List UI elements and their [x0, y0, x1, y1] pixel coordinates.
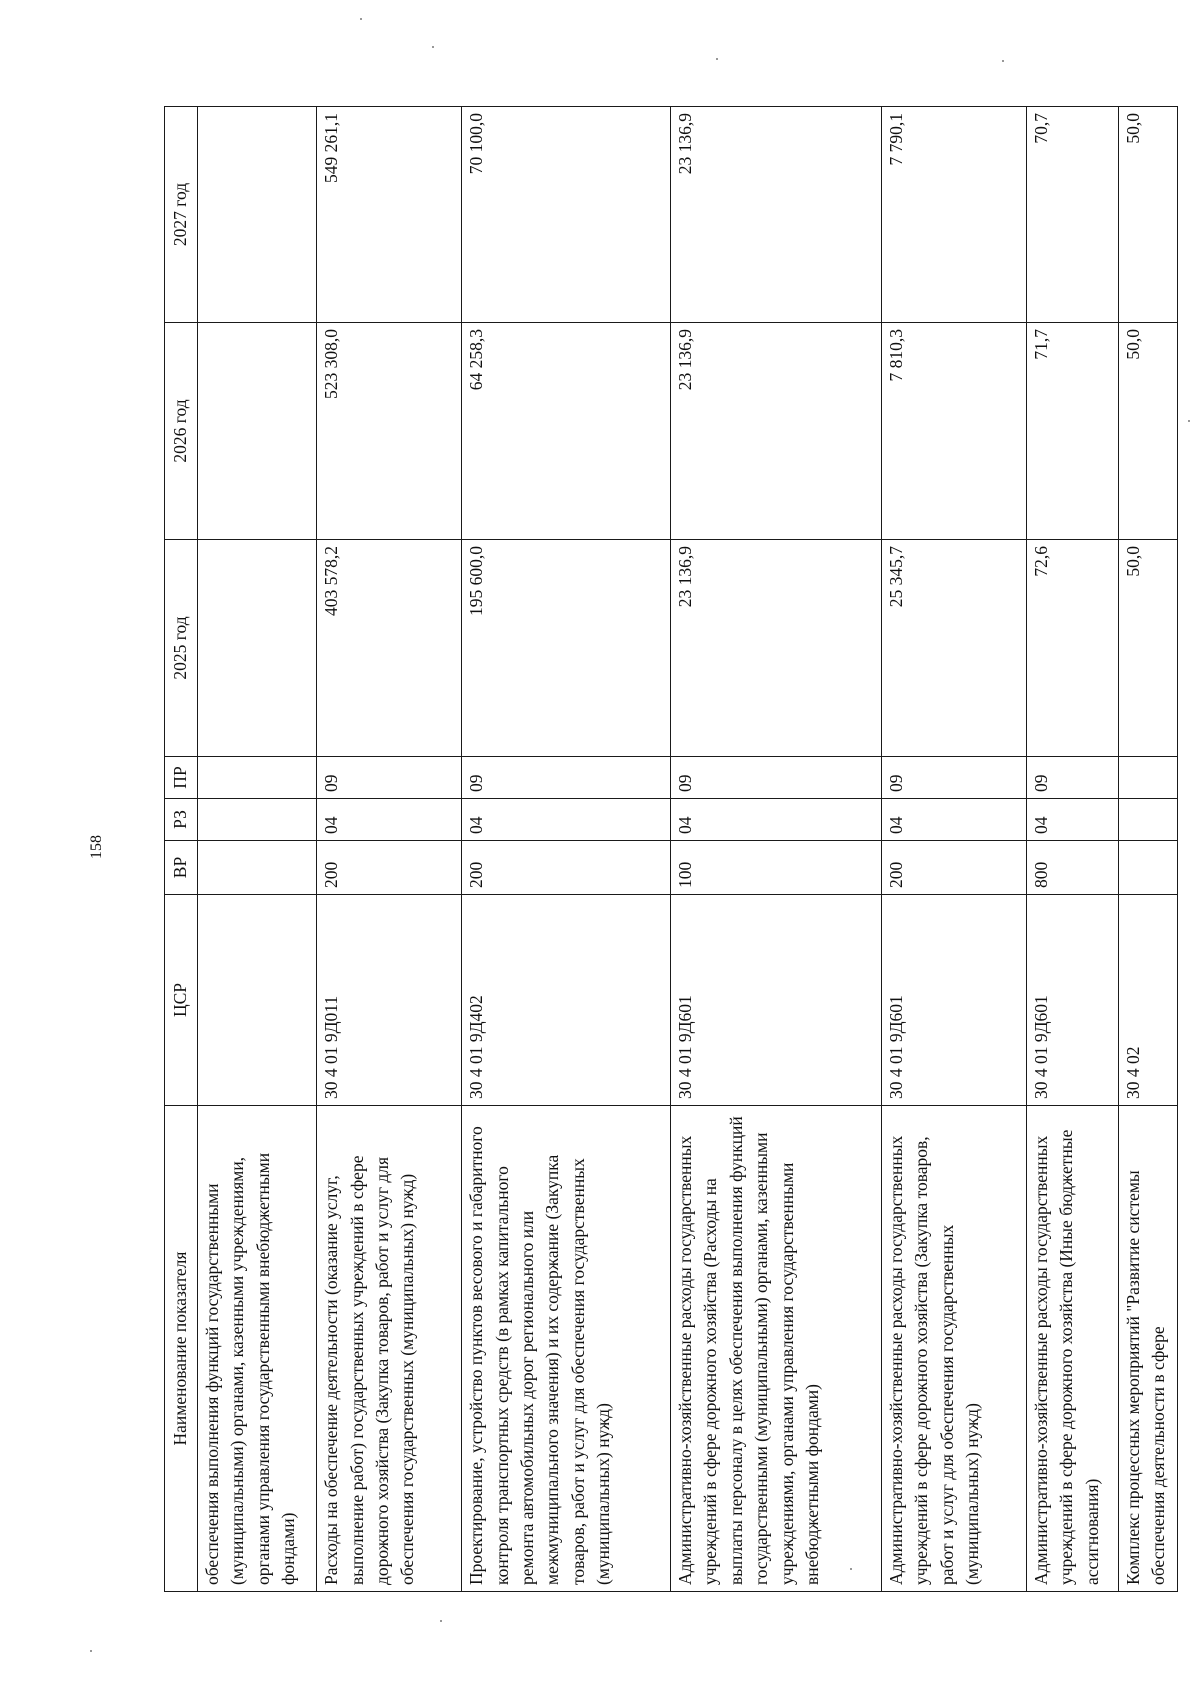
row-name: обеспечения выполнения функций государственными (муниципальными) органами, казенными учреждениями, органами управления государственными внебюджетными фондами) [198, 1106, 317, 1592]
row-name: Административно-хозяйственные расходы государственных учреждений в сфере дорожного хозяйства (Закупка товаров, работ и услуг для обеспечения государственных (муниципальных) нужд) [882, 1106, 1027, 1592]
header-2025: 2025 год [165, 540, 198, 757]
row-name: Административно-хозяйственные расходы государственных учреждений в сфере дорожного хозяйства (Иные бюджетные ассигнования) [1026, 1106, 1118, 1592]
page-number: 158 [88, 835, 105, 859]
table-row [462, 107, 671, 1592]
row-name: Расходы на обеспечение деятельности (оказание услуг, выполнение работ) государственных учреждений в сфере дорожного хозяйства (Закупка товаров, работ и услуг для обеспечения государственных (муниципальных) нужд) [317, 1106, 462, 1592]
scan-speck [90, 1650, 92, 1652]
row-vr [1118, 841, 1177, 895]
header-2027: 2027 год [165, 107, 198, 323]
scan-speck [1188, 420, 1190, 422]
row-2027: 50,0 [1118, 107, 1177, 323]
row-csr: 30 4 01 9Д402 [462, 895, 671, 1106]
row-2026: 7 810,3 [882, 323, 1027, 540]
row-name: Административно-хозяйственные расходы государственных учреждений в сфере дорожного хозяйства (Расходы на выплаты персоналу в целях обеспечения выполнения функций государственными (муниципальными) органами, казенными учреждениями, органами управления государственными внебюджетными фондами) [671, 1106, 882, 1592]
row-2027: 7 790,1 [882, 107, 1027, 323]
header-pr: ПР [165, 757, 198, 799]
row-2026: 523 308,0 [317, 323, 462, 540]
header-rz: РЗ [165, 799, 198, 841]
row-2025: 50,0 [1118, 540, 1177, 757]
table-header-row [165, 107, 198, 1592]
row-2026 [198, 323, 317, 540]
row-vr [198, 841, 317, 895]
row-csr: 30 4 02 [1118, 895, 1177, 1106]
budget-table-rotated [164, 107, 1178, 1592]
table-row [1026, 107, 1118, 1592]
row-pr [1118, 757, 1177, 799]
scan-speck [716, 58, 718, 60]
header-vr: ВР [165, 841, 198, 895]
row-pr [198, 757, 317, 799]
table-row [1118, 107, 1177, 1592]
row-pr: 09 [1026, 757, 1118, 799]
table-row [671, 107, 882, 1592]
scan-speck [432, 46, 434, 48]
row-2025: 25 345,7 [882, 540, 1027, 757]
header-2026: 2026 год [165, 323, 198, 540]
row-2027 [198, 107, 317, 323]
row-2026: 50,0 [1118, 323, 1177, 540]
scan-speck [1002, 60, 1004, 62]
row-rz: 04 [1026, 799, 1118, 841]
row-rz: 04 [462, 799, 671, 841]
table-row [882, 107, 1027, 1592]
header-name: Наименование показателя [165, 1106, 198, 1592]
row-2025: 23 136,9 [671, 540, 882, 757]
row-csr: 30 4 01 9Д011 [317, 895, 462, 1106]
row-pr: 09 [882, 757, 1027, 799]
row-rz [198, 799, 317, 841]
budget-table [164, 106, 1178, 1592]
row-2027: 23 136,9 [671, 107, 882, 323]
row-name: Проектирование, устройство пунктов весового и габаритного контроля транспортных средств (в рамках капитального ремонта автомобильных дорог регионального или межмуниципального значения) и их содержание (Закупка товаров, работ и услуг для обеспечения государственных (муниципальных) нужд) [462, 1106, 671, 1592]
header-csr: ЦСР [165, 895, 198, 1106]
row-2026: 23 136,9 [671, 323, 882, 540]
row-2025: 195 600,0 [462, 540, 671, 757]
row-2025: 72,6 [1026, 540, 1118, 757]
row-rz: 04 [882, 799, 1027, 841]
row-pr: 09 [317, 757, 462, 799]
row-csr: 30 4 01 9Д601 [1026, 895, 1118, 1106]
row-vr: 100 [671, 841, 882, 895]
row-vr: 200 [882, 841, 1027, 895]
row-name: Комплекс процессных мероприятий "Развитие системы обеспечения деятельности в сфере [1118, 1106, 1177, 1592]
row-2025: 403 578,2 [317, 540, 462, 757]
row-vr: 200 [317, 841, 462, 895]
scan-speck [850, 1568, 852, 1570]
table-row [317, 107, 462, 1592]
row-2027: 70 100,0 [462, 107, 671, 323]
table-row [198, 107, 317, 1592]
scan-speck [360, 18, 362, 20]
row-2025 [198, 540, 317, 757]
row-vr: 200 [462, 841, 671, 895]
row-pr: 09 [462, 757, 671, 799]
row-2026: 64 258,3 [462, 323, 671, 540]
row-2027: 549 261,1 [317, 107, 462, 323]
row-pr: 09 [671, 757, 882, 799]
row-csr: 30 4 01 9Д601 [671, 895, 882, 1106]
row-2027: 70,7 [1026, 107, 1118, 323]
row-2026: 71,7 [1026, 323, 1118, 540]
row-csr: 30 4 01 9Д601 [882, 895, 1027, 1106]
row-csr [198, 895, 317, 1106]
row-rz: 04 [671, 799, 882, 841]
row-rz: 04 [317, 799, 462, 841]
row-rz [1118, 799, 1177, 841]
scan-speck [440, 1620, 442, 1622]
row-vr: 800 [1026, 841, 1118, 895]
